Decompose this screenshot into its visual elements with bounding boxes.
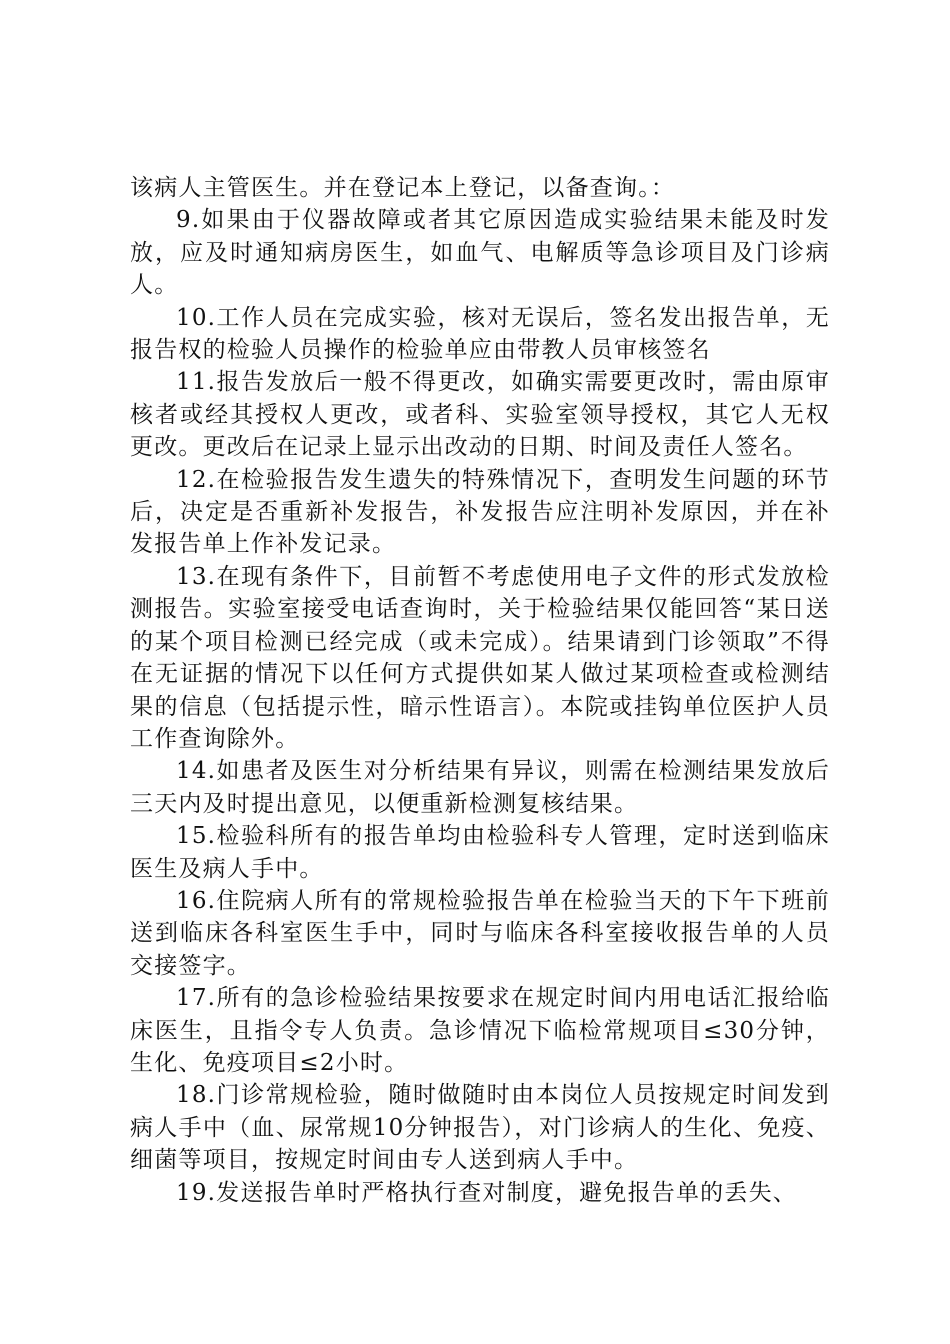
paragraph-item-12: 12.在检验报告发生遗失的特殊情况下，查明发生问题的环节后，决定是否重新补发报告，补发报告应注明补发原因，并在补发报告单上作补发记录。	[130, 466, 830, 558]
paragraph-item-16: 16.住院病人所有的常规检验报告单在检验当天的下午下班前送到临床各科室医生手中，同时与临床各科室接收报告单的人员交接签字。	[130, 887, 830, 979]
paragraph-item-11: 11.报告发放后一般不得更改，如确实需要更改时，需由原审核者或经其授权人更改，或者科、实验室领导授权，其它人无权更改。更改后在记录上显示出改动的日期、时间及责任人签名。	[130, 369, 830, 461]
paragraph-item-18: 18.门诊常规检验，随时做随时由本岗位人员按规定时间发到病人手中（血、尿常规10分钟报告），对门诊病人的生化、免疫、细菌等项目，按规定时间由专人送到病人手中。	[130, 1082, 830, 1174]
paragraph-continuation: 该病人主管医生。并在登记本上登记，以备查询。：	[130, 175, 676, 201]
paragraph-item-14: 14.如患者及医生对分析结果有异议，则需在检测结果发放后三天内及时提出意见，以便重新检测复核结果。	[130, 758, 830, 817]
paragraph-item-13: 13.在现有条件下，目前暂不考虑使用电子文件的形式发放检测报告。实验室接受电话查询时，关于检验结果仅能回答“某日送的某个项目检测已经完成（或未完成）。结果请到门诊领取”不得在无证据的情况下以任何方式提供如某人做过某项检查或检测结果的信息（包括提示性，暗示性语言）。本院或挂钩单位医护人员工作查询除外。	[130, 563, 830, 752]
document-body	[130, 172, 830, 1209]
paragraph-item-10: 10.工作人员在完成实验，核对无误后，签名发出报告单，无报告权的检验人员操作的检验单应由带教人员审核签名	[130, 304, 830, 364]
paragraph-item-9: 9.如果由于仪器故障或者其它原因造成实验结果未能及时发放，应及时通知病房医生，如血气、电解质等急诊项目及门诊病人。	[130, 207, 830, 299]
paragraph-item-15: 15.检验科所有的报告单均由检验科专人管理，定时送到临床医生及病人手中。	[130, 823, 830, 882]
paragraph-item-19: 19.发送报告单时严格执行查对制度，避免报告单的丢失、	[176, 1179, 797, 1206]
paragraph-item-17: 17.所有的急诊检验结果按要求在规定时间内用电话汇报给临床医生，且指令专人负责。急诊情况下临检常规项目≤30分钟，生化、免疫项目≤2小时。	[130, 985, 830, 1076]
